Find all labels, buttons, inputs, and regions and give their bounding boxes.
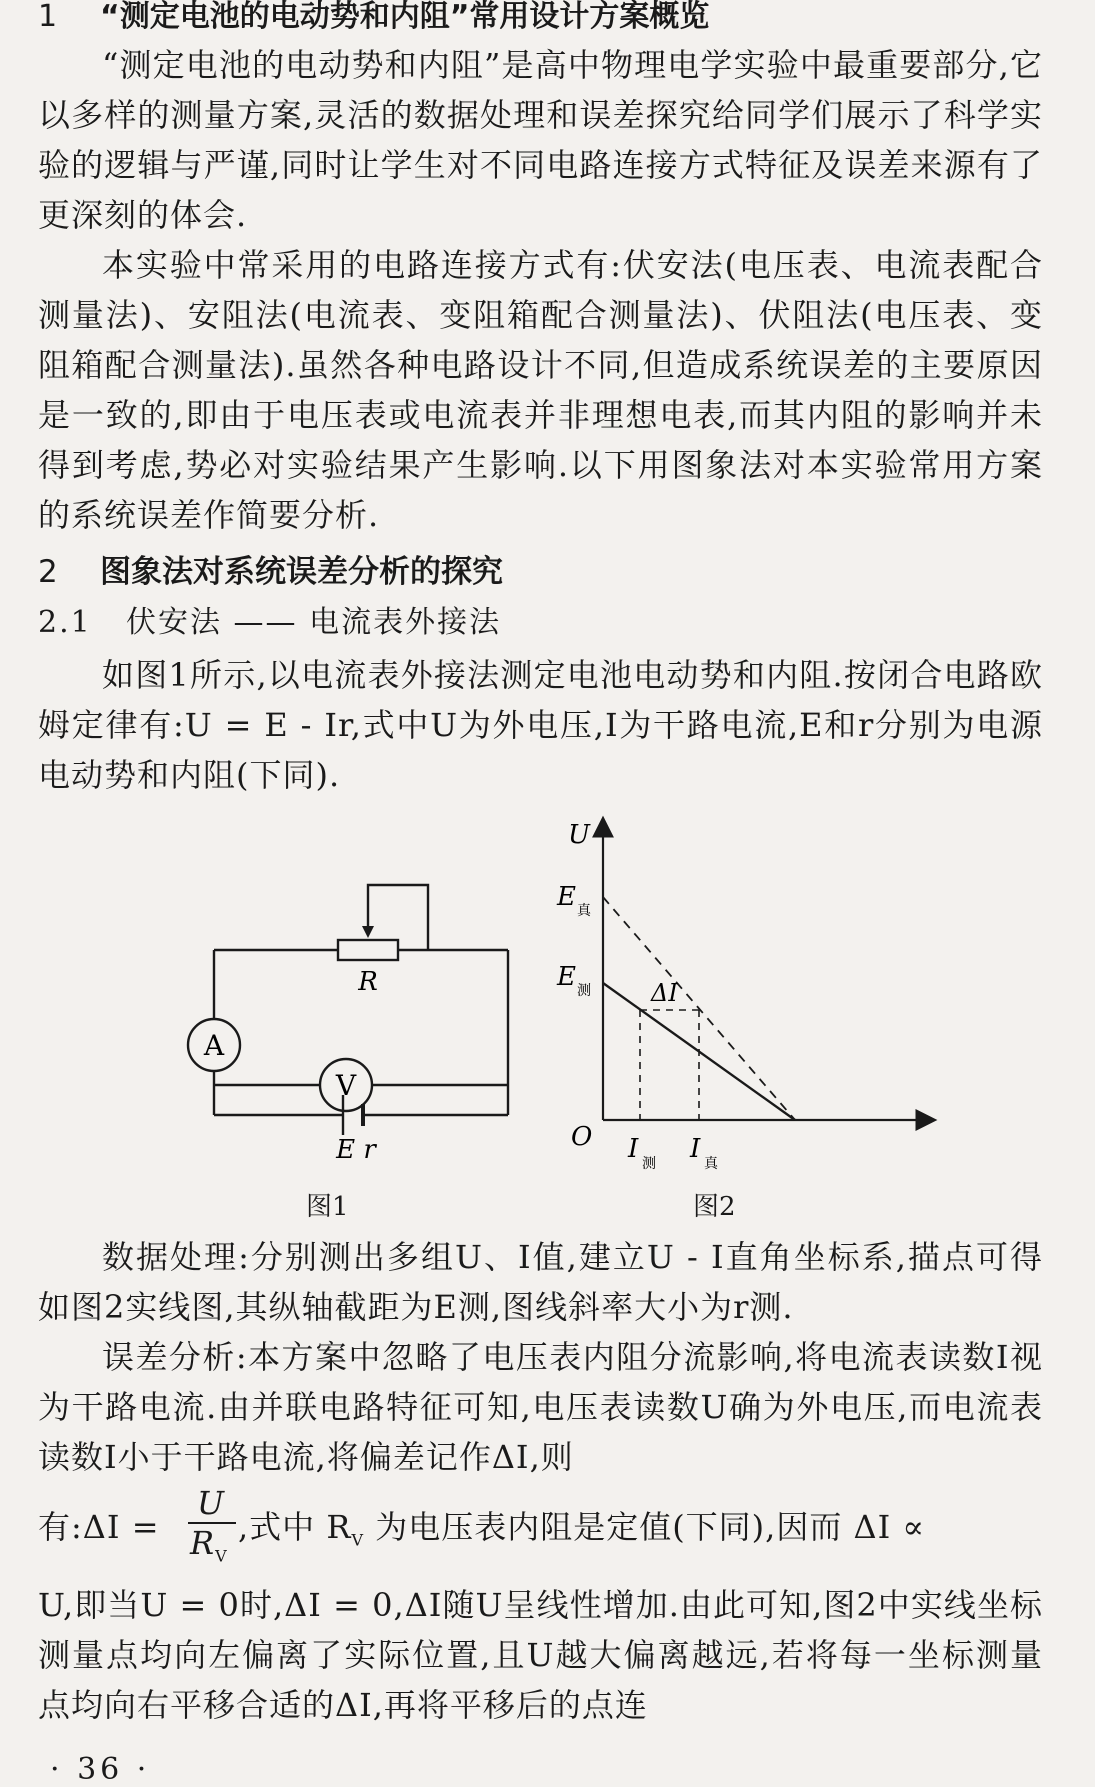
formula-prefix: 有:ΔI = [38, 1508, 160, 1546]
e-true-subscript: 真 [577, 903, 591, 919]
paragraph-4 [38, 1232, 1043, 1332]
suffix-text: ,式中 R [238, 1508, 352, 1546]
origin-label: O [571, 1122, 593, 1152]
denominator-subscript: V [215, 1546, 228, 1566]
paragraph-1 [38, 40, 1043, 240]
formula-line [38, 1484, 1043, 1566]
slider-arrow [362, 926, 374, 938]
section-1-heading [38, 0, 709, 34]
true-line [603, 897, 795, 1120]
suffix-subscript: V [351, 1530, 365, 1550]
section-2-1-heading [38, 603, 501, 643]
delta-label: ΔI [651, 979, 678, 1007]
voltmeter-label: V [335, 1069, 357, 1102]
formula-suffix [238, 1502, 925, 1549]
battery-label: E r [336, 1135, 376, 1165]
section-2-number: 2 [38, 554, 58, 590]
i-meas-subscript: 测 [642, 1156, 656, 1172]
figure-1-caption: 图1 [306, 1192, 349, 1222]
paragraph-6 [38, 1580, 1043, 1730]
section-2-title: 图象法对系统误差分析的探究 [100, 554, 503, 590]
section-1-title: “测定电池的电动势和内阻”常用设计方案概览 [100, 0, 710, 34]
paragraph-5 [38, 1332, 1043, 1482]
y-axis-label: U [568, 820, 590, 850]
paragraph-5-text: 误差分析:本方案中忽略了电压表内阻分流影响,将电流表读数I视为干路电流.由并联电路特征可知,电压表读数U确为外电压,而电流表读数I小于干路电流,将偏差记作ΔI,则 [38, 1338, 1043, 1476]
i-meas-label: I [628, 1134, 639, 1164]
e-meas-subscript: 测 [577, 983, 591, 999]
resistor-label: R [358, 967, 378, 997]
paragraph-2-text: 本实验中常采用的电路连接方式有:伏安法(电压表、电流表配合测量法)、安阻法(电流表、变阻箱配合测量法)、伏阻法(电压表、变阻箱配合测量法).虽然各种电路设计不同,但造成系统误差的主要原因是一致的,即由于电压表或电流表并非理想电表,而其内阻的影响并未得到考虑,势必对实验结果产生影响.以下用图象法对本实验常用方案的系统误差作简要分析. [38, 246, 1043, 534]
figure-2-caption: 图2 [693, 1192, 736, 1222]
paragraph-6-text: U,即当U = 0时,ΔI = 0,ΔI随U呈线性增加.由此可知,图2中实线坐标测量点均向左偏离了实际位置,且U越大偏离越远,若将每一坐标测量点均向右平移合适的ΔI,再将平移后的点连 [38, 1586, 1043, 1724]
e-meas-label: E [557, 962, 576, 992]
suffix-tail: 为电压表内阻是定值(下同),因而 ΔI ∝ [364, 1508, 926, 1546]
paragraph-3-text: 如图1所示,以电流表外接法测定电池电动势和内阻.按闭合电路欧姆定律有:U = E - Ir,式中U为外电压,I为干路电流,E和r分别为电源电动势和内阻(下同). [38, 656, 1043, 794]
paragraph-2 [38, 240, 1043, 540]
ammeter-label: A [203, 1029, 225, 1062]
section-2-1-title: 伏安法 —— 电流表外接法 [126, 605, 502, 640]
paragraph-4-text: 数据处理:分别测出多组U、I值,建立U - I直角坐标系,描点可得如图2实线图,其纵轴截距为E测,图线斜率大小为r测. [38, 1238, 1043, 1326]
formula-numerator: U [197, 1484, 225, 1522]
paragraph-1-text: “测定电池的电动势和内阻”是高中物理电学实验中最重要部分,它以多样的测量方案,灵活的数据处理和误差探究给同学们展示了科学实验的逻辑与严谨,同时让学生对不同电路连接方式特征及误差来源有了更深刻的体会. [38, 46, 1043, 234]
paragraph-3 [38, 650, 1043, 800]
page-number: · 36 · [50, 1752, 151, 1787]
section-2-heading [38, 552, 503, 592]
figure-2-graph [557, 815, 948, 1180]
section-1-number: 1 [38, 0, 58, 34]
formula-denominator [190, 1524, 228, 1565]
denominator-symbol: R [190, 1524, 216, 1562]
i-true-subscript: 真 [704, 1156, 718, 1172]
resistor-symbol [338, 940, 398, 960]
e-true-label: E [557, 882, 576, 912]
i-true-label: I [690, 1134, 701, 1164]
section-2-1-number: 2.1 [38, 605, 92, 640]
figure-1-circuit [168, 870, 528, 1165]
